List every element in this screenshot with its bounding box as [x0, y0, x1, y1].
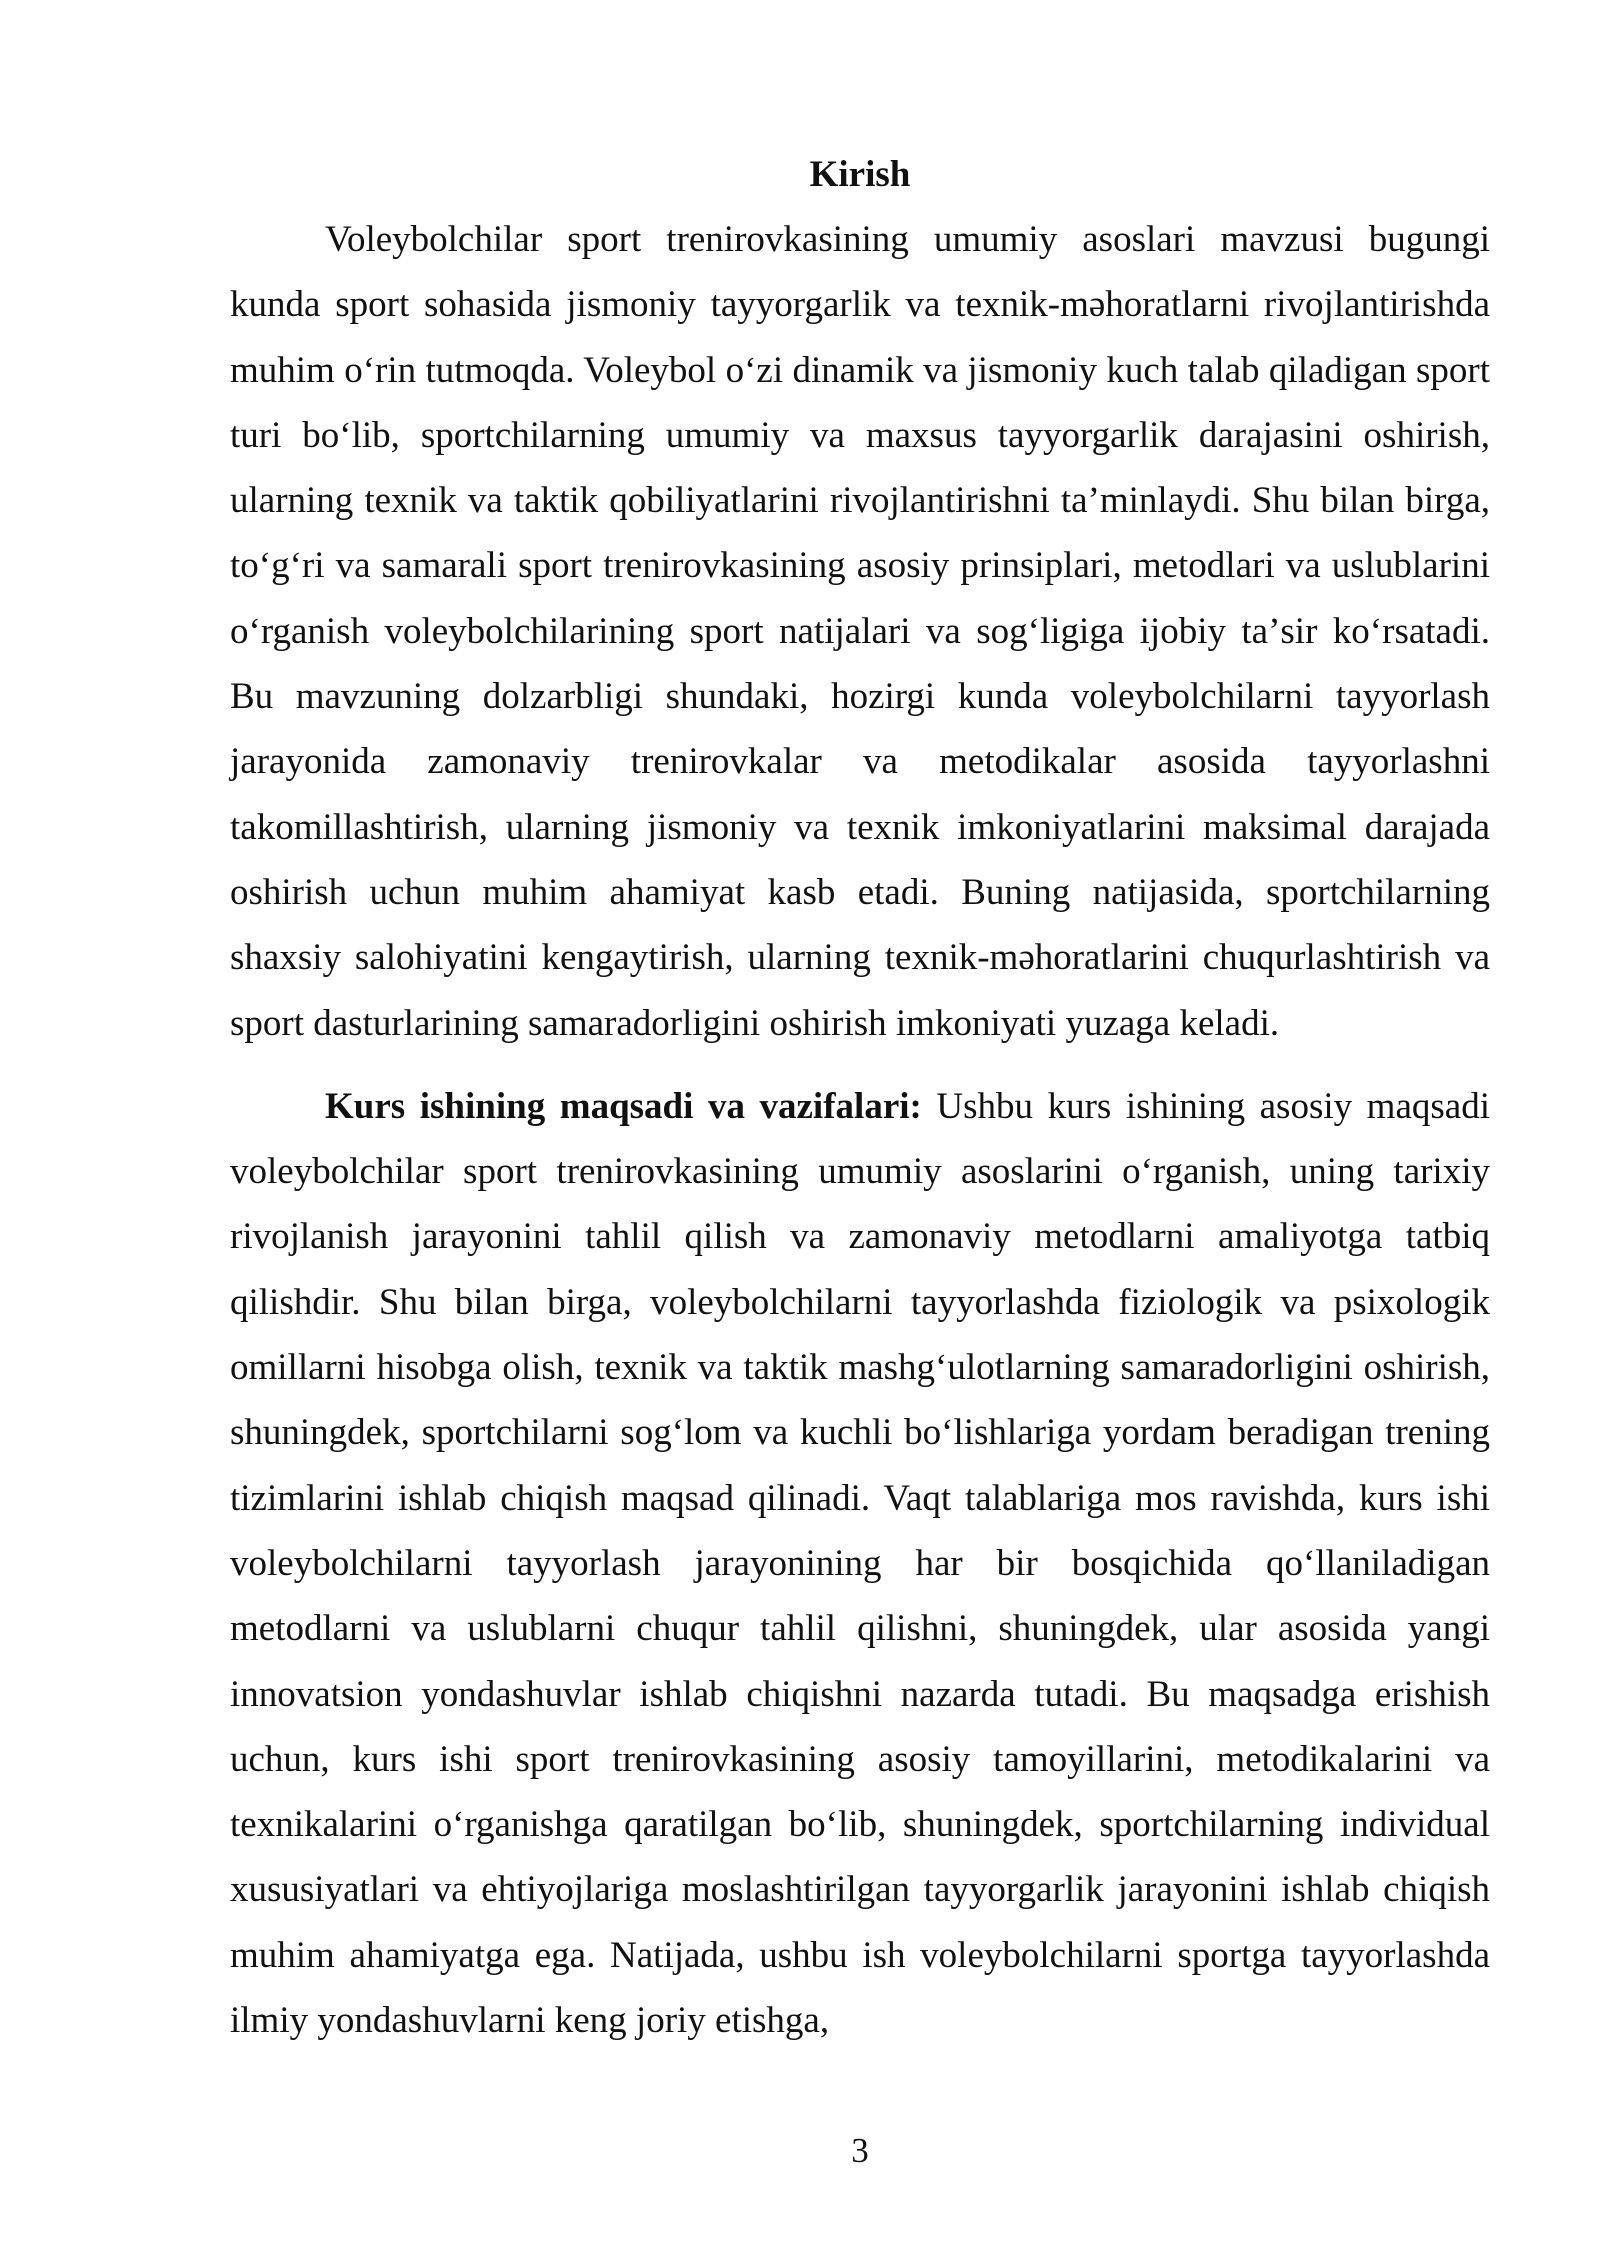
goals-lead: Kurs ishining maqsadi va vazifalari: — [325, 1085, 922, 1127]
goals-body: Ushbu kurs ishining asosiy maqsadi voleybolchilar sport trenirovkasining umumiy asoslarini oʻrganish, uning tarixiy rivojlanish jarayonini tahlil qilish va zamonaviy metodlarni amaliyotga tatbiq qilishdir. Shu bilan birga, voleybolchilarni tayyorlashda fiziologik va psixologik omillarni hisobga olish, texnik va taktik mashgʻulotlarning samaradorligini oshirish, shuningdek, sportchilarni sogʻlom va kuchli boʻlishlariga yordam beradigan trening tizimlarini ishlab chiqish maqsad qilinadi. Vaqt talablariga mos ravishda, kurs ishi voleybolchilarni tayyorlash jarayonining har bir bosqichida qoʻllaniladigan metodlarni va uslublarni chuqur tahlil qilishni, shuningdek, ular asosida yangi innovatsion yondashuvlar ishlab chiqishni nazarda tutadi. Bu maqsadga erishish uchun, kurs ishi sport trenirovkasining asosiy tamoyillarini, metodikalarini va texnikalarini oʻrganishga qaratilgan boʻlib, shuningdek, sportchilarning individual xususiyatlari va ehtiyojlariga moslashtirilgan tayyorgarlik jarayonini ishlab chiqish muhim ahamiyatga ega. Natijada, ushbu ish voleybolchilarni sportga tayyorlashda ilmiy yondashuvlarni keng joriy etishga, — [230, 1085, 1490, 2042]
section-heading: Kirish — [809, 154, 911, 195]
intro-paragraph: Voleybolchilar sport trenirovkasining umumiy asoslari mavzusi bugungi kunda sport sohasida jismoniy tayyorgarlik va texnik-məhoratlarni rivojlantirishda muhim oʻrin tutmoqda. Voleybol oʻzi dinamik va jismoniy kuch talab qiladigan sport turi boʻlib, sportchilarning umumiy va maxsus tayyorgarlik darajasini oshirish, ularning texnik va taktik qobiliyatlarini rivojlantirishni taʼminlaydi. Shu bilan birga, toʻgʻri va samarali sport trenirovkasining asosiy prinsiplari, metodlari va uslublarini oʻrganish voleybolchilarining sport natijalari va sogʻligiga ijobiy taʼsir koʻrsatadi. Bu mavzuning dolzarbligi shundaki, hozirgi kunda voleybolchilarni tayyorlash jarayonida zamonaviy trenirovkalar va metodikalar asosida tayyorlashni takomillashtirish, ularning jismoniy va texnik imkoniyatlarini maksimal darajada oshirish uchun muhim ahamiyat kasb etadi. Buning natijasida, sportchilarning shaxsiy salohiyatini kengaytirish, ularning texnik-məhoratlarini chuqurlashtirish va sport dasturlarining samaradorligini oshirish imkoniyati yuzaga keladi. — [230, 219, 1490, 1044]
body-text — [230, 207, 1490, 2053]
goals-paragraph — [230, 1074, 1490, 2053]
page-number: 3 — [851, 2131, 869, 2170]
